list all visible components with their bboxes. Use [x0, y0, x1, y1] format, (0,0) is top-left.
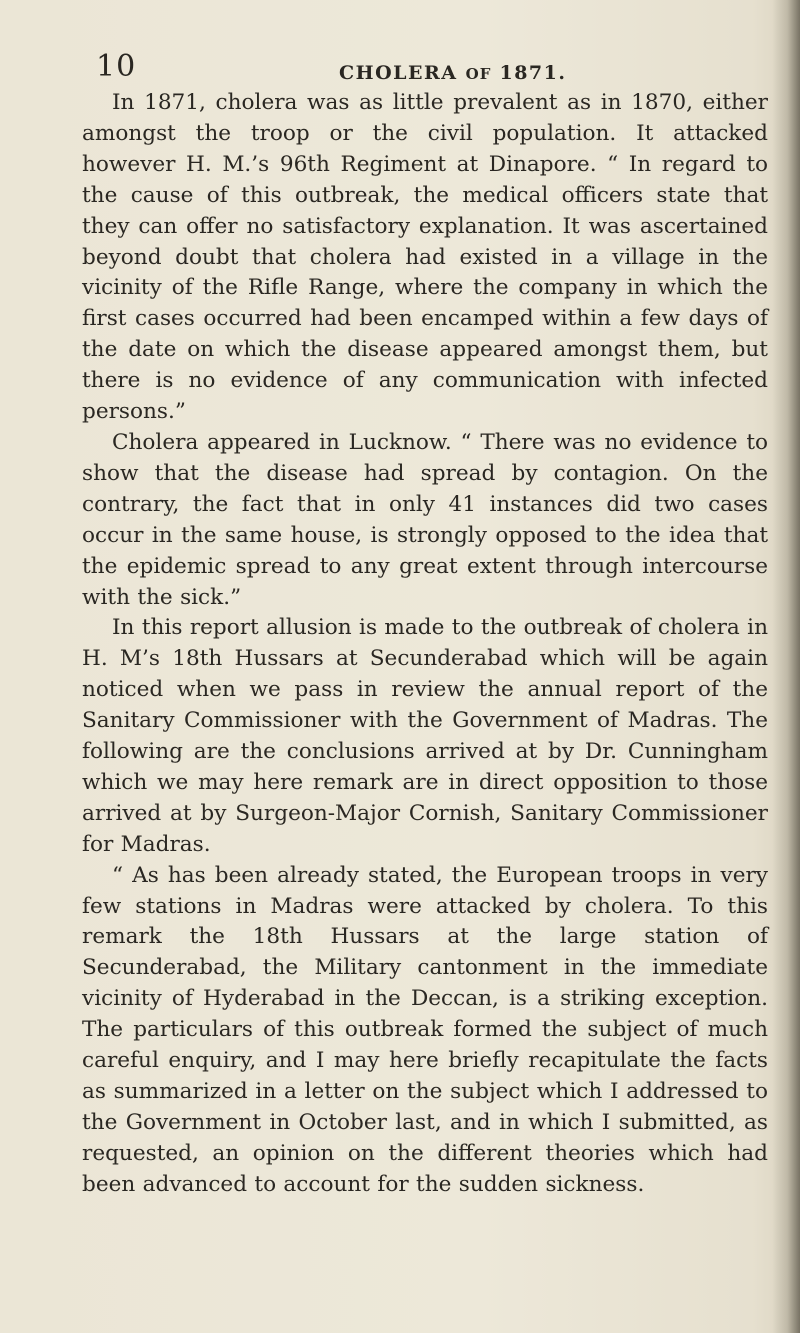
body-text — [82, 88, 768, 1201]
page-edge-shadow — [772, 0, 800, 1333]
page-number: 10 — [96, 49, 137, 84]
paragraph-secunderabad: In this report allusion is made to the outbreak of cholera in H. M’s 18th Hussars at Secunderabad which will be again noticed when we pass in review the annual report of the Sanitary Commissioner with the Government of Madras. The following are the conclusions arrived at by Dr. Cunningham which we may here remark are in direct opposition to those arrived at by Surgeon-Major Cornish, Sanitary Commissioner for Madras. — [82, 615, 768, 857]
running-head — [339, 62, 566, 85]
paragraph-dinapore: In 1871, cholera was as little prevalent as in 1870, either amongst the troop or the civil population. It attacked however H. M.’s 96th Regiment at Dinapore. “ In regard to the cause of this outbreak, the medical officers state that they can offer no satisfactory explanation. It was ascertained beyond doubt that cholera had existed in a village in the vicinity of the Rifle Range, where the company in which the first cases occurred had been encamped within a few days of the date on which the disease appeared amongst them, but there is no evidence of any communication with infected persons.” — [82, 90, 768, 425]
paragraph-lucknow: Cholera appeared in Lucknow. “ There was no evidence to show that the disease had spread by contagion. On the contrary, the fact that in only 41 instances did two cases occur in the same house, is strongly opposed to the idea that the epidemic spread to any great extent through intercourse with the sick.” — [82, 429, 768, 610]
paragraph-quotation-madras: “ As has been already stated, the European troops in very few stations in Madras were attacked by cholera. To this remark the 18th Hussars at the large station of Secunderabad, the Military cantonment in the immediate vicinity of Hyderabad in the Deccan, is a striking exception. The particulars of this outbreak formed the subject of much careful enquiry, and I may here briefly recapitulate the facts as summarized in a letter on the subject which I addressed to the Government in October last, and in which I submitted, as requested, an opinion on the different theories which had been advanced to account for the sudden sickness. — [82, 862, 768, 1197]
page-header — [96, 49, 756, 92]
running-head-year: 1871. — [499, 62, 567, 84]
running-head-title: CHOLERA — [339, 62, 458, 84]
running-head-of: OF — [465, 65, 492, 83]
